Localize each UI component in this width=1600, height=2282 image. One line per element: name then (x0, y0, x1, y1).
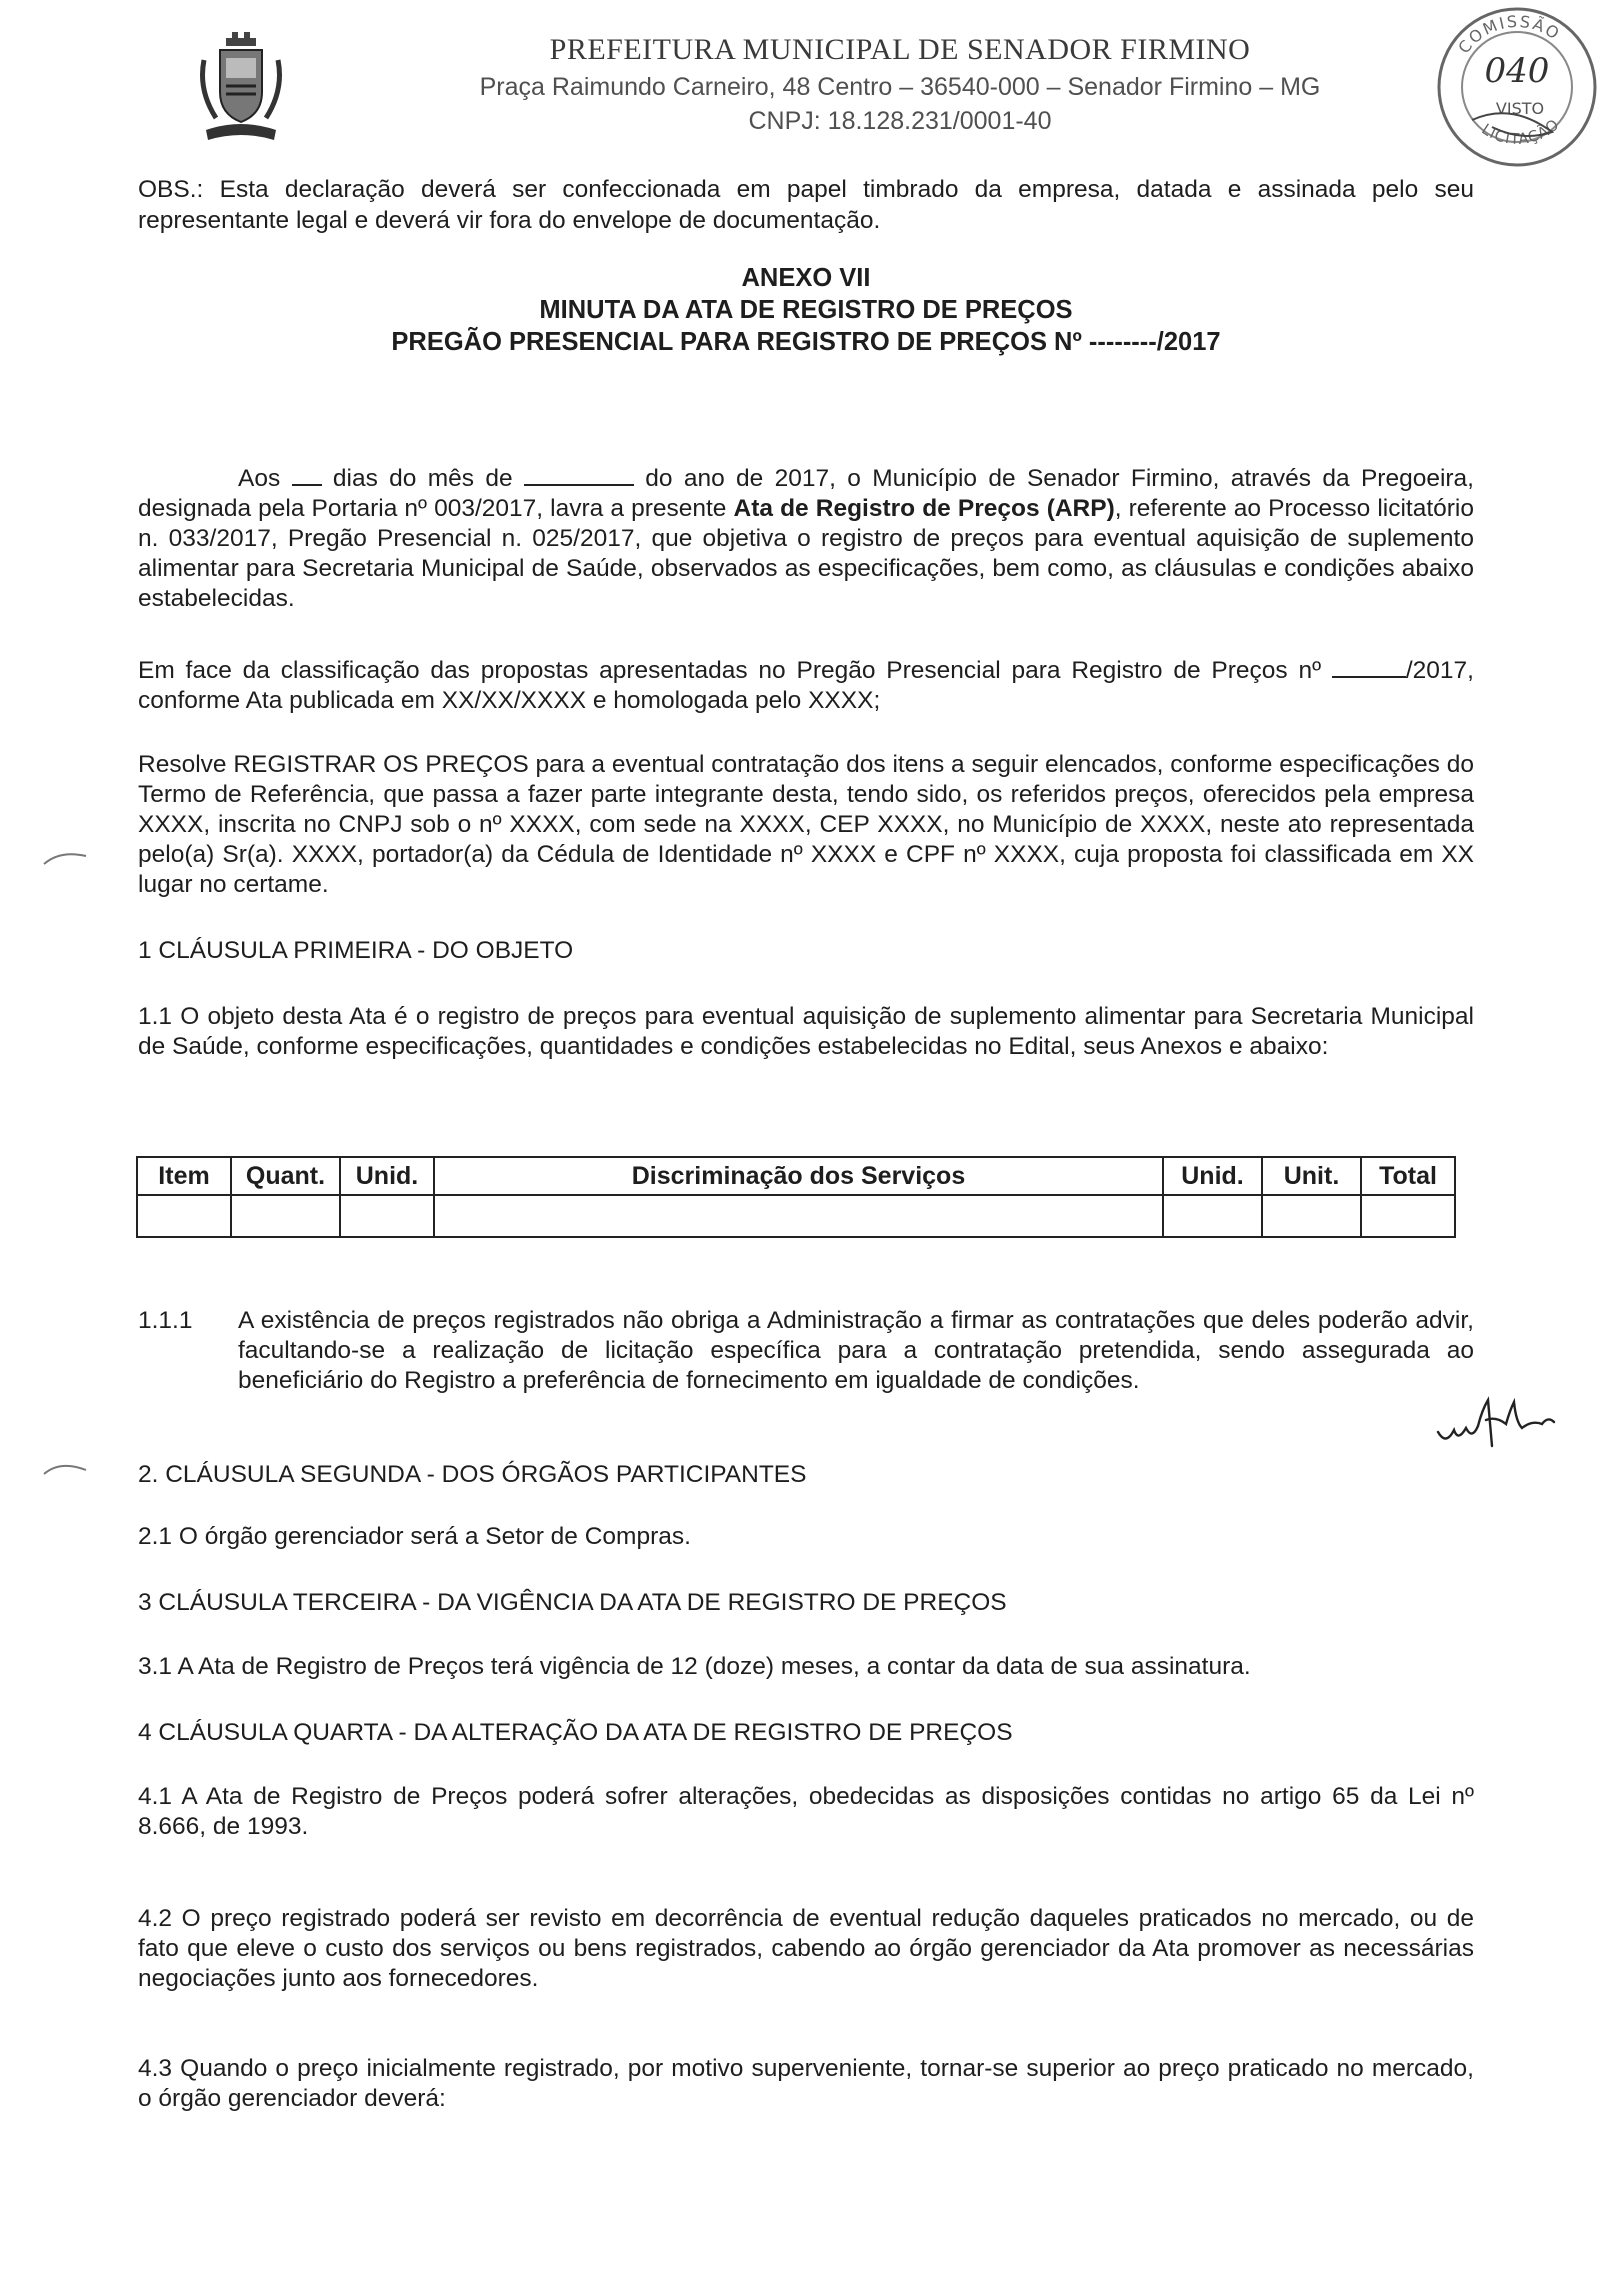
col-quant: Quant. (231, 1157, 340, 1195)
obs-note (138, 174, 1474, 236)
intro-paragraph (138, 464, 1474, 614)
intro-text-d: , referente ao Processo licitatório n. 033/2017, Pregão Presencial n. 025/2017, que objetiva o registro de preços para eventual aquisição de suplemento alimentar para Secretaria Municipal de Saúde, observados as especificações, bem como, as cláusulas e condições abaixo estabelecidas. (138, 495, 1475, 612)
commission-stamp (1432, 2, 1600, 172)
clause-4-1: 4.1 A Ata de Registro de Preços poderá sofrer alterações, obedecidas as disposições contidas no artigo 65 da Lei nº 8.666, de 1993. (138, 1783, 1474, 1840)
blank-month (524, 483, 634, 486)
margin-mark (40, 848, 90, 868)
coat-of-arms-icon (196, 30, 286, 150)
classification-text-a: Em face da classificação das propostas apresentadas no Pregão Presencial para Registro de Preços nº (138, 657, 1322, 684)
stamp-visto: VISTO (1495, 99, 1545, 118)
intro-bold: Ata de Registro de Preços (ARP) (733, 495, 1115, 522)
intro-text-b: dias do mês de (332, 465, 513, 492)
annex-line3: PREGÃO PRESENCIAL PARA REGISTRO DE PREÇOS Nº --------/2017 (391, 328, 1221, 356)
col-item: Item (137, 1157, 231, 1195)
stamp-top-text: COMISSÃO (1454, 11, 1565, 58)
clause-2-title: 2. CLÁUSULA SEGUNDA - DOS ÓRGÃOS PARTICIPANTES (138, 1461, 807, 1488)
clause-1-title: 1 CLÁUSULA PRIMEIRA - DO OBJETO (138, 937, 574, 964)
handwritten-initials (1436, 1380, 1586, 1460)
clause-4-title: 4 CLÁUSULA QUARTA - DA ALTERAÇÃO DA ATA DE REGISTRO DE PREÇOS (138, 1719, 1013, 1746)
clause-3-1: 3.1 A Ata de Registro de Preços terá vigência de 12 (doze) meses, a contar da data de sua assinatura. (138, 1653, 1251, 1680)
col-unit: Unit. (1262, 1157, 1361, 1195)
classification-text-b: /2017, conforme Ata publicada em XX/XX/XXXX e homologada pelo XXXX; (138, 657, 1474, 714)
intro-text-c: do ano de 2017, o Município de Senador Firmino, através da Pregoeira, designada pela Portaria nº 003/2017, lavra a presente (138, 465, 1474, 522)
municipality-name: PREFEITURA MUNICIPAL DE SENADOR FIRMINO (549, 33, 1251, 66)
letterhead (400, 30, 1400, 138)
municipality-cnpj: CNPJ: 18.128.231/0001-40 (748, 107, 1052, 135)
clause-1-1: 1.1 O objeto desta Ata é o registro de preços para eventual aquisição de suplemento alimentar para Secretaria Municipal de Saúde, conforme especificações, quantidades e condições estabelecidas no Edital, seus Anexos e abaixo: (138, 1003, 1474, 1060)
classification-paragraph (138, 656, 1474, 716)
clause-4-2: 4.2 O preço registrado poderá ser revisto em decorrência de eventual redução daqueles praticados no mercado, ou de fato que eleve o custo dos serviços ou bens registrados, cabendo ao órgão gerenciador da Ata promover as necessárias negociações junto aos fornecedores. (138, 1905, 1474, 1992)
blank-day (292, 483, 322, 486)
clause-3-title: 3 CLÁUSULA TERCEIRA - DA VIGÊNCIA DA ATA DE REGISTRO DE PREÇOS (138, 1589, 1007, 1616)
col-unid-2: Unid. (1163, 1157, 1262, 1195)
table-row (137, 1195, 1455, 1237)
stamp-number: 040 (1484, 51, 1550, 91)
annex-heading (138, 262, 1474, 358)
clause-4-3: 4.3 Quando o preço inicialmente registrado, por motivo superveniente, tornar-se superior ao preço praticado no mercado, o órgão gerenciador deverá: (138, 2055, 1474, 2112)
clause-1-1-1-number: 1.1.1 (138, 1307, 193, 1334)
annex-title: ANEXO VII (741, 264, 871, 292)
obs-text: OBS.: Esta declaração deverá ser confeccionada em papel timbrado da empresa, datada e assinada pelo seu representante legal e deverá vir fora do envelope de documentação. (138, 176, 1474, 234)
stamp-bottom-text: LICITAÇÃO (1478, 115, 1563, 149)
clause-1-1-1-text: A existência de preços registrados não obriga a Administração a firmar as contratações que deles poderão advir, facultando-se a realização de licitação específica para a contratação pretendida, sendo assegurada ao beneficiário do Registro a preferência de fornecimento em igualdade de condições. (238, 1307, 1474, 1394)
clause-1-1-1 (138, 1306, 1474, 1396)
col-unid: Unid. (340, 1157, 434, 1195)
col-total: Total (1361, 1157, 1455, 1195)
annex-subtitle: MINUTA DA ATA DE REGISTRO DE PREÇOS (539, 296, 1073, 324)
margin-mark (40, 1458, 90, 1478)
clause-2-1: 2.1 O órgão gerenciador será a Setor de Compras. (138, 1523, 691, 1550)
intro-text-a: Aos (238, 465, 281, 492)
col-description: Discriminação dos Serviços (434, 1157, 1163, 1195)
table-header-row (137, 1157, 1455, 1195)
items-table (136, 1156, 1456, 1238)
blank-number (1332, 675, 1406, 678)
resolve-paragraph: Resolve REGISTRAR OS PREÇOS para a eventual contratação dos itens a seguir elencados, conforme especificações do Termo de Referência, que passa a fazer parte integrante desta, tendo sido, os referidos preços, oferecidos pela empresa XXXX, inscrita no CNPJ sob o nº XXXX, com sede na XXXX, CEP XXXX, no Município de XXXX, neste ato representada pelo(a) Sr(a). XXXX, portador(a) da Cédula de Identidade nº XXXX e CPF nº XXXX, cuja proposta foi classificada em XX lugar no certame. (138, 751, 1474, 898)
municipality-address: Praça Raimundo Carneiro, 48 Centro – 36540-000 – Senador Firmino – MG (479, 73, 1321, 101)
